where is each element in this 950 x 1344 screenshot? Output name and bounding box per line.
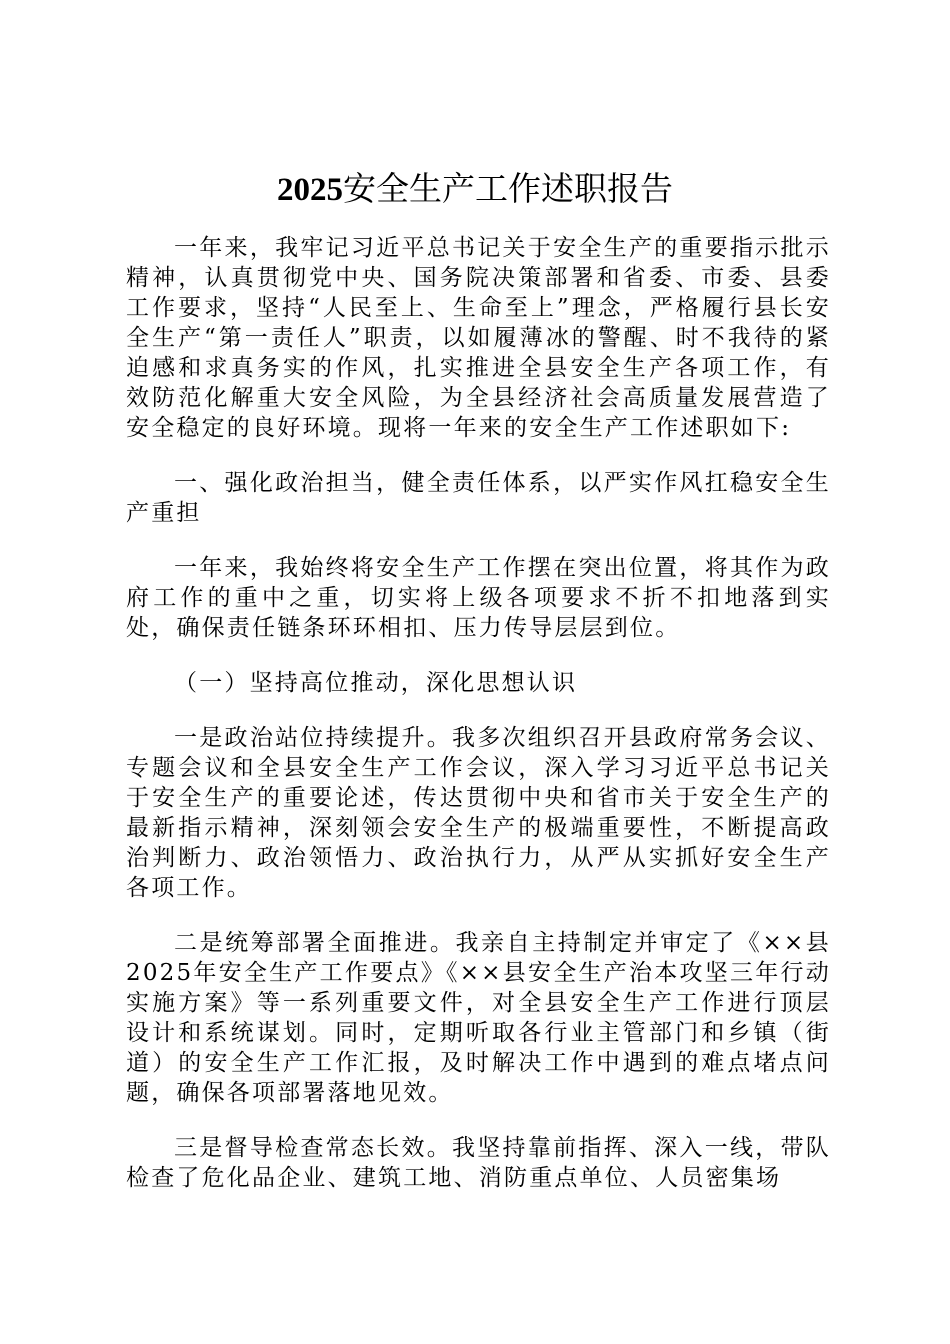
paragraph-point-2: 二是统筹部署全面推进。我亲自主持制定并审定了《××县2025年安全生产工作要点》《××县安全生产治本攻坚三年行动实施方案》等一系列重要文件，对全县安全生产工作进行顶层设计和系统谋划。同时，定期听取各行业主管部门和乡镇（街道）的安全生产工作汇报，及时解决工作中遇到的难点堵点问题，确保各项部署落地见效。 (126, 930, 831, 1106)
section-heading-1: 一、强化政治担当，健全责任体系，以严实作风扛稳安全生产重担 (126, 470, 831, 526)
title-text: 安全生产工作述职报告 (343, 169, 673, 208)
document-title (0, 166, 950, 213)
subsection-heading-1: （一）坚持高位推动，深化思想认识 (174, 670, 578, 696)
paragraph-section-1: 一年来，我始终将安全生产工作摆在突出位置，将其作为政府工作的重中之重，切实将上级各项要求不折不扣地落到实处，确保责任链条环环相扣、压力传导层层到位。 (126, 555, 831, 641)
document-body (126, 233, 831, 1218)
paragraph-point-1: 一是政治站位持续提升。我多次组织召开县政府常务会议、专题会议和全县安全生产工作会议，深入学习习近平总书记关于安全生产的重要论述，传达贯彻中央和省市关于安全生产的最新指示精神，深刻领会安全生产的极端重要性，不断提高政治判断力、政治领悟力、政治执行力，从严从实抓好安全生产各项工作。 (126, 725, 831, 901)
paragraph-point-3: 三是督导检查常态长效。我坚持靠前指挥、深入一线，带队检查了危化品企业、建筑工地、消防重点单位、人员密集场 (126, 1135, 831, 1191)
paragraph-intro: 一年来，我牢记习近平总书记关于安全生产的重要指示批示精神，认真贯彻党中央、国务院决策部署和省委、市委、县委工作要求，坚持“人民至上、生命至上”理念，严格履行县长安全生产“第一责任人”职责，以如履薄冰的警醒、时不我待的紧迫感和求真务实的作风，扎实推进全县安全生产各项工作，有效防范化解重大安全风险，为全县经济社会高质量发展营造了安全稳定的良好环境。现将一年来的安全生产工作述职如下: (126, 235, 831, 441)
title-year: 2025 (277, 172, 343, 208)
